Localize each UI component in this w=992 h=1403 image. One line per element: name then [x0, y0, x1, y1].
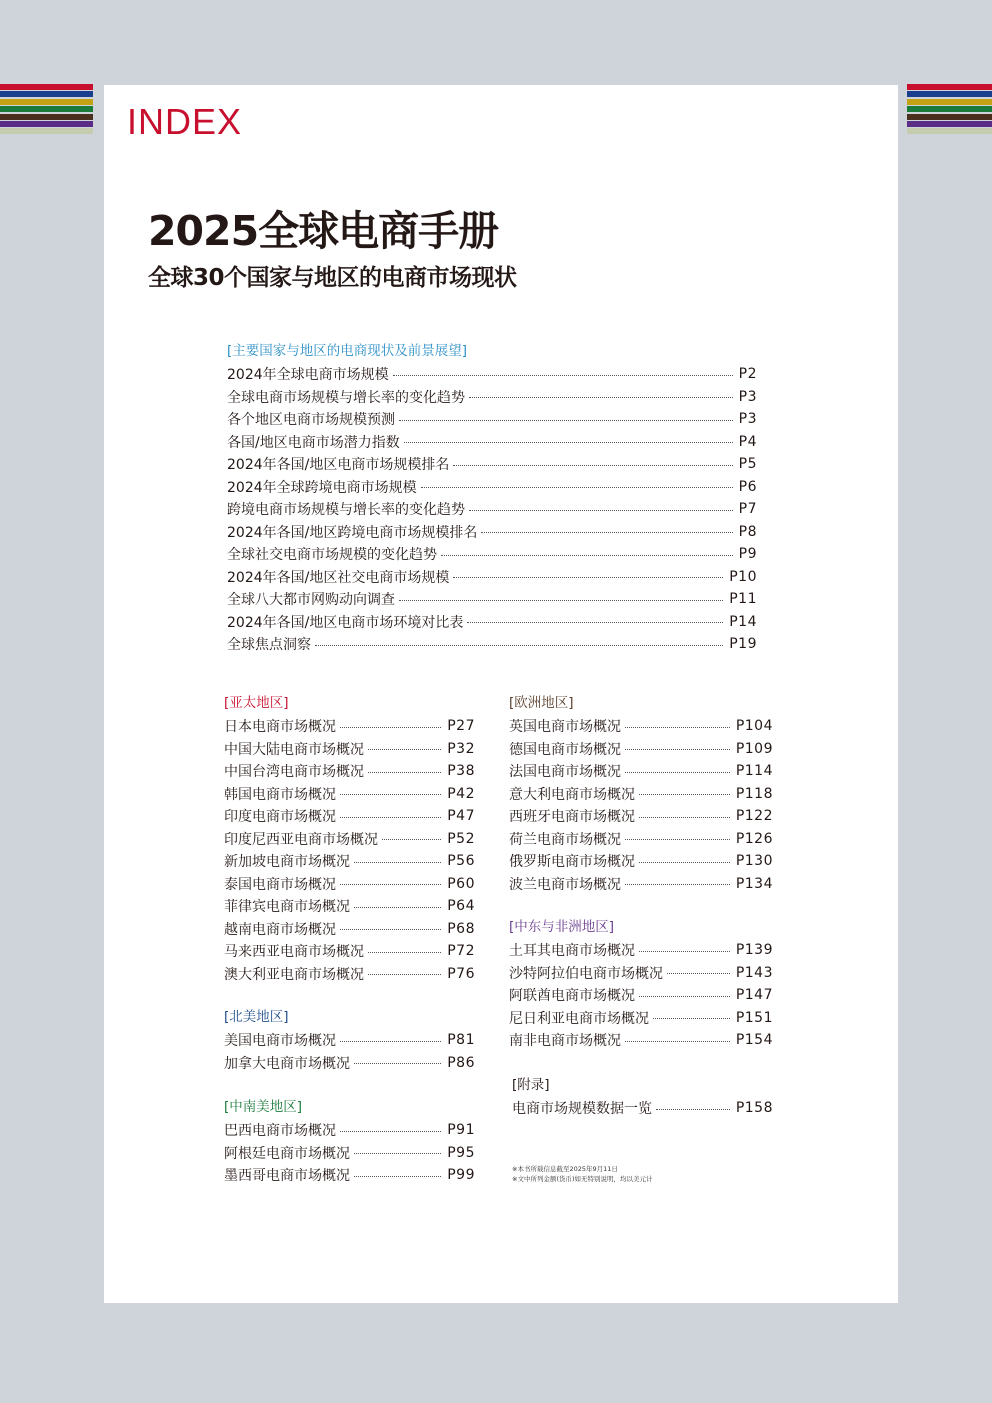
toc-entry-title: 2024年各国/地区社交电商市场规模 [227, 569, 450, 586]
index-heading: INDEX [127, 101, 243, 142]
toc-entry[interactable] [224, 940, 475, 963]
color-stripe [907, 121, 992, 127]
dot-leader [404, 442, 733, 443]
toc-page-number: P4 [738, 433, 757, 450]
toc-entry[interactable] [509, 873, 773, 896]
toc-entry-title: 2024年各国/地区电商市场环境对比表 [227, 614, 464, 631]
section-latin-america [224, 1097, 475, 1187]
section-heading: [北美地区] [224, 1009, 289, 1025]
section-north-america [224, 1007, 475, 1074]
dot-leader [382, 839, 441, 840]
toc-page-number: P147 [735, 987, 773, 1004]
toc-entry[interactable] [227, 588, 757, 611]
toc-entry-title: 菲律宾电商市场概况 [224, 899, 350, 916]
footnote-date: ※本书所载信息截至2025年9月11日 [512, 1165, 618, 1173]
toc-entry-title: 印度尼西亚电商市场概况 [224, 831, 378, 848]
toc-entry-title: 英国电商市场概况 [509, 719, 621, 736]
dot-leader [354, 1176, 441, 1177]
toc-page-number: P5 [738, 456, 757, 473]
toc-entry[interactable] [224, 783, 475, 806]
dot-leader [368, 772, 441, 773]
toc-page-number: P154 [735, 1032, 773, 1049]
toc-entry-title: 意大利电商市场概况 [509, 786, 635, 803]
toc-entry-title: 荷兰电商市场概况 [509, 831, 621, 848]
section-main-overview [227, 341, 757, 656]
color-stripe [0, 114, 93, 120]
toc-entry[interactable] [224, 805, 475, 828]
toc-entry[interactable] [227, 408, 757, 431]
toc-entry-title: 2024年全球电商市场规模 [227, 367, 389, 384]
dot-leader [368, 749, 441, 750]
color-stripe [0, 106, 93, 112]
toc-entry-title: 电商市场规模数据一览 [512, 1101, 652, 1118]
toc-page-number: P72 [447, 943, 475, 960]
toc-page-number: P60 [447, 875, 475, 892]
dot-leader [653, 1018, 730, 1019]
toc-page-number: P52 [447, 830, 475, 847]
dot-leader [340, 727, 441, 728]
dot-leader [625, 1041, 730, 1042]
toc-entry[interactable] [224, 1119, 475, 1142]
color-stripe [907, 128, 992, 134]
toc-entry-title: 2024年全球跨境电商市场规模 [227, 479, 417, 496]
toc-entry-title: 西班牙电商市场概况 [509, 809, 635, 826]
color-stripe [907, 84, 992, 90]
toc-entry-title: 南非电商市场概况 [509, 1033, 621, 1050]
dot-leader [354, 862, 441, 863]
toc-entry[interactable] [509, 715, 773, 738]
toc-page-number: P64 [447, 898, 475, 915]
toc-entry-title: 全球八大都市网购动向调查 [227, 592, 395, 609]
toc-entry-title: 各国/地区电商市场潜力指数 [227, 434, 400, 451]
toc-page-number: P42 [447, 785, 475, 802]
toc-page-number: P99 [447, 1167, 475, 1184]
toc-page-number: P91 [447, 1122, 475, 1139]
toc-entry[interactable] [224, 715, 475, 738]
toc-entry-title: 跨境电商市场规模与增长率的变化趋势 [227, 502, 465, 519]
toc-entry[interactable] [227, 498, 757, 521]
toc-entry[interactable] [224, 963, 475, 986]
toc-page-number: P134 [735, 875, 773, 892]
toc-page-number: P14 [729, 613, 757, 630]
toc-entry-title: 波兰电商市场概况 [509, 876, 621, 893]
dot-leader [667, 973, 730, 974]
dot-leader [368, 952, 441, 953]
toc-entry[interactable] [224, 1052, 475, 1075]
toc-entry[interactable] [227, 611, 757, 634]
toc-page-number: P143 [735, 964, 773, 981]
toc-page-number: P114 [735, 763, 773, 780]
toc-entry-title: 全球焦点洞察 [227, 637, 311, 654]
toc-entry-title: 印度电商市场概况 [224, 809, 336, 826]
color-stripe [907, 106, 992, 112]
main-title: 2025全球电商手册 [148, 207, 499, 255]
toc-page-number: P126 [735, 830, 773, 847]
toc-entry-title: 泰国电商市场概况 [224, 876, 336, 893]
toc-entry[interactable] [227, 476, 757, 499]
toc-entry-title: 全球社交电商市场规模的变化趋势 [227, 547, 437, 564]
dot-leader [441, 555, 733, 556]
dot-leader [421, 487, 733, 488]
toc-entry[interactable] [509, 805, 773, 828]
toc-entry[interactable] [227, 566, 757, 589]
toc-entry[interactable] [224, 850, 475, 873]
dot-leader [315, 645, 723, 646]
toc-entry-title: 中国大陆电商市场概况 [224, 741, 364, 758]
toc-entry-title: 尼日利亚电商市场概况 [509, 1010, 649, 1027]
toc-page-number: P139 [735, 942, 773, 959]
footnotes [512, 1164, 653, 1184]
toc-entry[interactable] [224, 760, 475, 783]
toc-page-number: P38 [447, 763, 475, 780]
dot-leader [639, 996, 730, 997]
footnote-currency: ※文中所列金额(货币)如无特别说明，均以美元计 [512, 1175, 653, 1183]
toc-page-number: P7 [738, 501, 757, 518]
toc-entry-title: 阿根廷电商市场概况 [224, 1145, 350, 1162]
toc-entry-title: 日本电商市场概况 [224, 719, 336, 736]
toc-entry[interactable] [224, 895, 475, 918]
toc-page-number: P109 [735, 740, 773, 757]
toc-page-number: P9 [738, 546, 757, 563]
dot-leader [656, 1109, 730, 1110]
dot-leader [625, 749, 730, 750]
toc-entry[interactable] [509, 962, 773, 985]
toc-page-number: P3 [738, 411, 757, 428]
dot-leader [467, 622, 723, 623]
color-stripe [0, 91, 93, 97]
color-stripe [907, 114, 992, 120]
section-heading: [欧洲地区] [509, 695, 574, 711]
toc-page-number: P76 [447, 965, 475, 982]
toc-page-number: P130 [735, 853, 773, 870]
toc-entry-title: 各个地区电商市场规模预测 [227, 412, 395, 429]
toc-page-number: P27 [447, 718, 475, 735]
toc-entry-title: 俄罗斯电商市场概况 [509, 854, 635, 871]
section-asia-pacific [224, 693, 475, 985]
dot-leader [340, 1041, 441, 1042]
toc-page-number: P151 [735, 1009, 773, 1026]
toc-entry[interactable] [227, 431, 757, 454]
dot-leader [625, 727, 730, 728]
toc-entry[interactable] [509, 783, 773, 806]
dot-leader [639, 862, 730, 863]
toc-page-number: P158 [735, 1100, 773, 1117]
dot-leader [354, 1153, 441, 1154]
color-stripe [907, 99, 992, 105]
toc-page-number: P56 [447, 853, 475, 870]
toc-entry-title: 加拿大电商市场概况 [224, 1055, 350, 1072]
dot-leader [340, 929, 441, 930]
left-color-stripes [0, 84, 93, 136]
section-europe [509, 693, 773, 895]
toc-entry[interactable] [227, 521, 757, 544]
toc-entry[interactable] [224, 873, 475, 896]
dot-leader [340, 1131, 441, 1132]
dot-leader [453, 465, 732, 466]
toc-page-number: P122 [735, 808, 773, 825]
toc-page-number: P8 [738, 523, 757, 540]
dot-leader [481, 532, 732, 533]
toc-entry[interactable] [227, 363, 757, 386]
dot-leader [625, 839, 730, 840]
toc-page-number: P81 [447, 1032, 475, 1049]
toc-entry[interactable] [509, 1029, 773, 1052]
dot-leader [625, 884, 730, 885]
toc-entry-title: 墨西哥电商市场概况 [224, 1168, 350, 1185]
toc-page-number: P68 [447, 920, 475, 937]
toc-entry-title: 美国电商市场概况 [224, 1033, 336, 1050]
toc-entry-title: 韩国电商市场概况 [224, 786, 336, 803]
toc-entry[interactable] [224, 1142, 475, 1165]
color-stripe [0, 121, 93, 127]
toc-entry[interactable] [224, 1164, 475, 1187]
toc-page-number: P6 [738, 478, 757, 495]
section-heading: [附录] [512, 1077, 550, 1093]
right-color-stripes [907, 84, 992, 136]
color-stripe [907, 91, 992, 97]
toc-entry-title: 巴西电商市场概况 [224, 1123, 336, 1140]
dot-leader [340, 884, 441, 885]
dot-leader [340, 817, 441, 818]
toc-entry[interactable] [224, 738, 475, 761]
toc-entry-title: 2024年各国/地区电商市场规模排名 [227, 457, 450, 474]
toc-entry[interactable] [227, 543, 757, 566]
color-stripe [0, 99, 93, 105]
section-heading: [中南美地区] [224, 1099, 303, 1115]
toc-page-number: P11 [729, 591, 757, 608]
toc-page-number: P118 [735, 785, 773, 802]
dot-leader [639, 794, 730, 795]
dot-leader [469, 397, 733, 398]
toc-entry-title: 全球电商市场规模与增长率的变化趋势 [227, 389, 465, 406]
toc-entry[interactable] [509, 939, 773, 962]
toc-entry[interactable] [227, 633, 757, 656]
toc-entry[interactable] [224, 828, 475, 851]
dot-leader [399, 420, 733, 421]
color-stripe [0, 128, 93, 134]
sub-title: 全球30个国家与地区的电商市场现状 [148, 265, 517, 291]
toc-entry[interactable] [227, 453, 757, 476]
dot-leader [354, 1063, 441, 1064]
section-middle-east-africa [509, 917, 773, 1052]
toc-entry[interactable] [509, 828, 773, 851]
toc-entry[interactable] [224, 1029, 475, 1052]
toc-entry-title: 澳大利亚电商市场概况 [224, 966, 364, 983]
section-heading: [亚太地区] [224, 695, 289, 711]
toc-entry-title: 法国电商市场概况 [509, 764, 621, 781]
toc-entry-title: 土耳其电商市场概况 [509, 943, 635, 960]
dot-leader [393, 375, 733, 376]
color-stripe [0, 84, 93, 90]
toc-entry-title: 越南电商市场概况 [224, 921, 336, 938]
dot-leader [469, 510, 733, 511]
toc-entry[interactable] [512, 1097, 773, 1120]
section-heading: [主要国家与地区的电商现状及前景展望] [227, 343, 468, 359]
toc-page-number: P32 [447, 740, 475, 757]
dot-leader [340, 794, 441, 795]
dot-leader [625, 772, 730, 773]
toc-entry[interactable] [509, 1007, 773, 1030]
toc-page-number: P3 [738, 388, 757, 405]
section-heading: [中东与非洲地区] [509, 919, 615, 935]
toc-entry-title: 阿联酋电商市场概况 [509, 988, 635, 1005]
dot-leader [639, 951, 730, 952]
dot-leader [453, 577, 723, 578]
toc-page-number: P86 [447, 1054, 475, 1071]
toc-entry[interactable] [224, 918, 475, 941]
index-page [104, 85, 898, 1303]
toc-entry[interactable] [227, 386, 757, 409]
toc-page-number: P47 [447, 808, 475, 825]
toc-entry-title: 新加坡电商市场概况 [224, 854, 350, 871]
toc-entry[interactable] [509, 850, 773, 873]
toc-entry[interactable] [509, 984, 773, 1007]
toc-entry-title: 沙特阿拉伯电商市场概况 [509, 965, 663, 982]
toc-page-number: P104 [735, 718, 773, 735]
toc-page-number: P19 [729, 636, 757, 653]
toc-entry-title: 中国台湾电商市场概况 [224, 764, 364, 781]
dot-leader [368, 974, 441, 975]
toc-entry-title: 2024年各国/地区跨境电商市场规模排名 [227, 524, 478, 541]
toc-page-number: P10 [729, 568, 757, 585]
toc-entry-title: 德国电商市场概况 [509, 741, 621, 758]
dot-leader [399, 600, 723, 601]
toc-entry-title: 马来西亚电商市场概况 [224, 944, 364, 961]
toc-entry[interactable] [509, 738, 773, 761]
dot-leader [354, 907, 441, 908]
section-appendix [512, 1075, 773, 1120]
toc-page-number: P95 [447, 1144, 475, 1161]
dot-leader [639, 817, 730, 818]
toc-page-number: P2 [738, 366, 757, 383]
toc-entry[interactable] [509, 760, 773, 783]
